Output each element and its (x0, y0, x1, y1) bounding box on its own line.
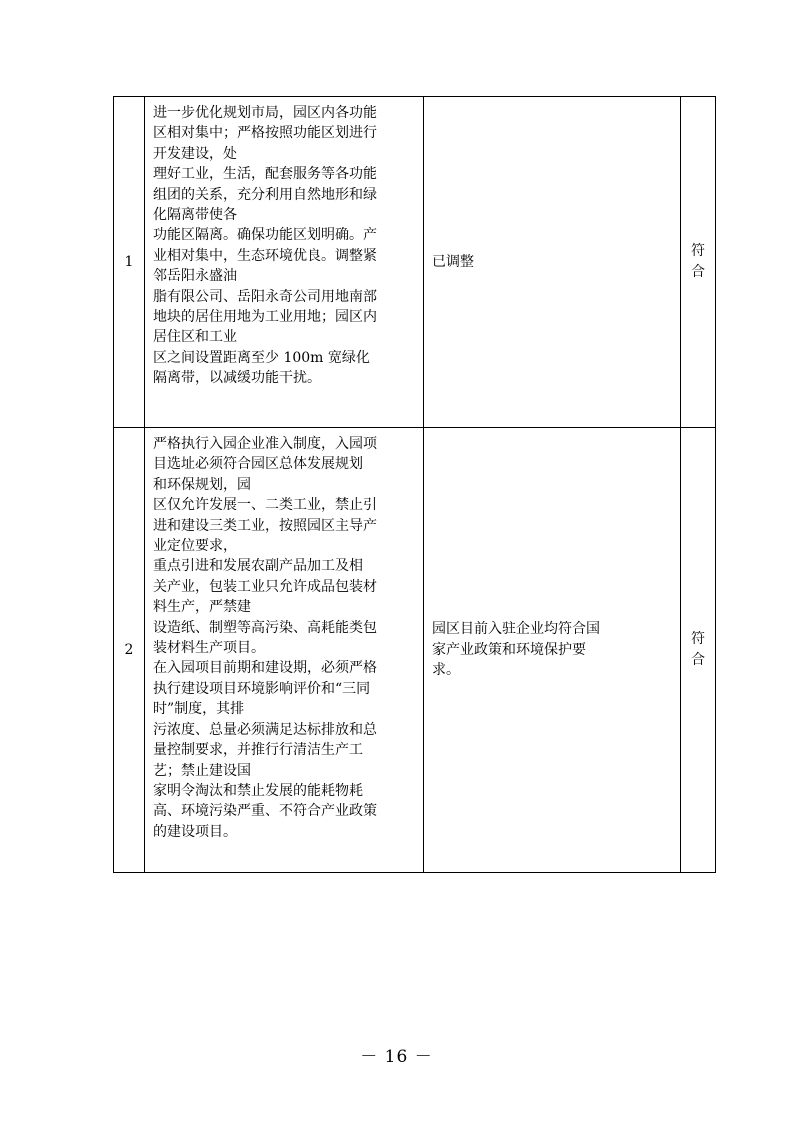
status-line: 求。 (432, 662, 460, 679)
result-cell (681, 428, 716, 873)
status-line: 家产业政策和环境保护要 (432, 641, 586, 658)
requirement-line: 料生产，严禁建 (153, 599, 251, 616)
requirement-line: 邻岳阳永盛油 (153, 268, 237, 285)
result-char: 合 (691, 264, 705, 280)
requirement-line: 脂有限公司、岳阳永奇公司用地南部 (153, 288, 377, 305)
table-row (114, 97, 716, 428)
requirement-line: 执行建设项目环境影响评价和“三同 (153, 680, 371, 697)
status-cell (424, 428, 681, 873)
requirement-line: 目选址必须符合园区总体发展规划 (153, 456, 363, 473)
requirement-line: 业相对集中，生态环境优良。调整紧 (153, 247, 377, 264)
result-char: 符 (691, 243, 705, 259)
requirement-line: 组团的关系，充分利用自然地形和绿 (153, 186, 377, 203)
requirement-line: 重点引进和发展农副产品加工及相 (153, 558, 363, 575)
requirement-line: 进和建设三类工业，按照园区主导产 (153, 517, 377, 534)
requirement-line: 功能区隔离。确保功能区划明确。产 (153, 227, 377, 244)
requirement-line: 和环保规划，园 (153, 476, 251, 493)
requirement-line: 居住区和工业 (153, 329, 237, 346)
requirement-line: 的建设项目。 (153, 823, 237, 840)
requirement-line: 化隔离带使各 (153, 207, 237, 224)
row-number: 2 (114, 428, 145, 873)
requirement-line: 艺；禁止建设国 (153, 762, 251, 779)
requirement-line: 开发建设，处 (153, 145, 237, 162)
requirement-line: 业定位要求， (153, 538, 237, 555)
requirement-line: 关产业，包装工业只允许成品包装材 (153, 578, 377, 595)
requirement-line: 高、环境污染严重、不符合产业政策 (153, 803, 377, 820)
row-number: 1 (114, 97, 145, 428)
requirement-line: 地块的居住用地为工业用地；园区内 (153, 309, 377, 326)
requirement-line: 理好工业，生活，配套服务等各功能 (153, 166, 377, 183)
requirement-line: 家明令淘汰和禁止发展的能耗物耗 (153, 782, 363, 799)
requirement-cell (145, 97, 424, 428)
result-char: 符 (691, 631, 705, 647)
requirement-cell (145, 428, 424, 873)
result-cell (681, 97, 716, 428)
requirement-line: 装材料生产项目。 (153, 640, 265, 657)
requirement-line: 量控制要求，并推行行清洁生产工 (153, 742, 363, 759)
requirement-line: 区之间设置距离至少 100m 宽绿化 (153, 349, 370, 366)
status-line: 园区目前入驻企业均符合国 (432, 621, 600, 638)
status-cell (424, 97, 681, 428)
requirement-line: 隔离带，以减缓功能干扰。 (153, 370, 321, 387)
requirements-table (113, 96, 716, 873)
result-char: 合 (691, 652, 705, 668)
requirement-line: 区相对集中；严格按照功能区划进行 (153, 125, 377, 142)
requirement-line: 进一步优化规划市局，园区内各功能 (153, 105, 377, 121)
requirement-line: 严格执行入园企业准入制度，入园项 (153, 436, 377, 452)
requirement-line: 在入园项目前期和建设期，必须严格 (153, 660, 377, 677)
requirement-line: 区仅允许发展一、二类工业，禁止引 (153, 497, 377, 514)
page-number: － 16 － (360, 1047, 433, 1067)
requirement-line: 设造纸、制塑等高污染、高耗能类包 (153, 619, 377, 636)
status-line: 已调整 (432, 253, 474, 270)
requirement-line: 时”制度，其排 (153, 701, 245, 718)
table-row (114, 428, 716, 873)
requirement-line: 污浓度、总量必须满足达标排放和总 (153, 721, 377, 738)
